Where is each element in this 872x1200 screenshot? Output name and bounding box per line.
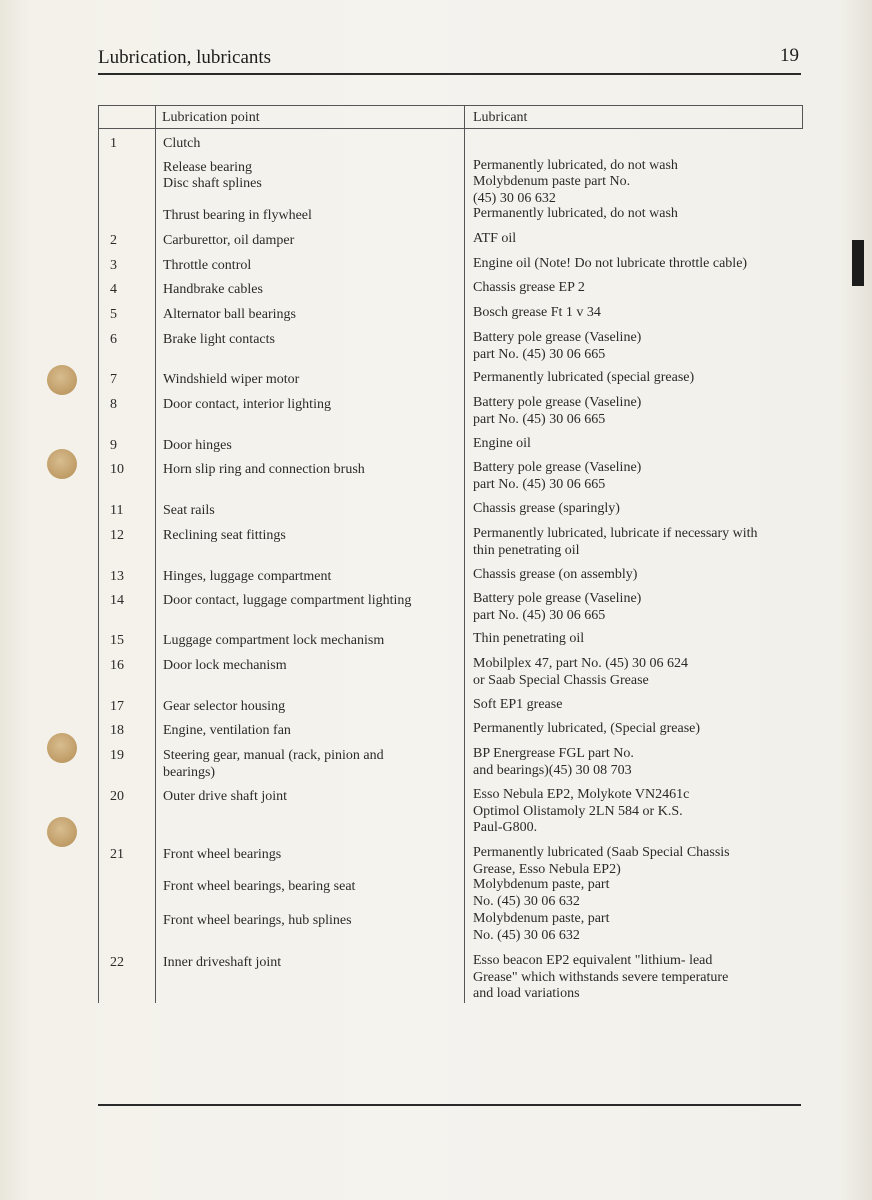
lubricant: and load variations [473, 986, 580, 1001]
lubricant: Battery pole grease (Vaseline) [473, 330, 642, 345]
lubrication-point: bearings) [163, 764, 216, 780]
punch-hole [47, 733, 77, 763]
row-number: 14 [110, 593, 124, 608]
lubricant: Battery pole grease (Vaseline) [473, 460, 642, 475]
lubricant: Permanently lubricated (special grease) [473, 370, 695, 385]
table-top-border [98, 105, 803, 106]
row-number: 9 [110, 438, 117, 453]
lubrication-point: Luggage compartment lock mechanism [163, 633, 385, 648]
header-rule [98, 73, 801, 75]
lubrication-point: Gear selector housing [163, 699, 286, 714]
footer-rule [98, 1104, 801, 1106]
lubricant: part No. (45) 30 06 665 [473, 607, 606, 623]
lubricant: Grease, Esso Nebula EP2) [473, 861, 621, 877]
row-number: 7 [110, 372, 117, 387]
lubrication-point: Reclining seat fittings [163, 528, 286, 543]
lubricant: Permanently lubricated, (Special grease) [473, 721, 701, 736]
punch-hole [47, 449, 77, 479]
lubricant: Molybdenum paste part No. [473, 174, 631, 189]
row-number: 1 [110, 136, 117, 151]
row-number: 15 [110, 633, 124, 648]
column-divider [155, 105, 156, 1003]
lubrication-point: Front wheel bearings [163, 847, 282, 862]
lubrication-point: Disc shaft splines [163, 176, 262, 191]
lubricant: Battery pole grease (Vaseline) [473, 591, 642, 606]
row-number: 21 [110, 847, 124, 862]
table-left-border [98, 105, 99, 1003]
row-number: 2 [110, 233, 117, 248]
lubrication-point: Thrust bearing in flywheel [163, 208, 312, 223]
punch-hole [47, 817, 77, 847]
lubricant: ATF oil [473, 231, 517, 246]
row-number: 6 [110, 332, 117, 347]
column-header-point: Lubrication point [162, 110, 260, 125]
lubricant: Esso beacon EP2 equivalent "lithium- lead [473, 953, 713, 968]
row-number: 4 [110, 282, 117, 297]
lubrication-point: Front wheel bearings, hub splines [163, 913, 352, 928]
row-number: 17 [110, 699, 124, 714]
row-number: 8 [110, 397, 117, 412]
lubricant: Thin penetrating oil [473, 631, 585, 646]
row-number: 10 [110, 462, 124, 477]
row-number: 11 [110, 503, 124, 518]
row-number: 5 [110, 307, 117, 322]
lubricant: Paul-G800. [473, 820, 538, 835]
lubrication-point: Hinges, luggage compartment [163, 569, 332, 584]
page-number: 19 [780, 45, 799, 66]
row-number: 3 [110, 258, 117, 273]
lubricant: Permanently lubricated (Saab Special Chassis [473, 845, 730, 860]
lubrication-point: Horn slip ring and connection brush [163, 462, 365, 477]
lubrication-point: Front wheel bearings, bearing seat [163, 879, 356, 894]
lubricant: Molybdenum paste, part [473, 911, 610, 926]
lubricant: Permanently lubricated, do not wash [473, 206, 678, 221]
lubrication-point: Door contact, interior lighting [163, 397, 331, 412]
lubrication-point: Steering gear, manual (rack, pinion and [163, 748, 384, 763]
lubricant: Chassis grease (sparingly) [473, 501, 620, 516]
lubrication-point: Windshield wiper motor [163, 372, 300, 387]
lubricant: Soft EP1 grease [473, 697, 563, 712]
lubricant: Permanently lubricated, lubricate if necessary with [473, 526, 758, 541]
column-divider [464, 105, 465, 1003]
column-header-lubricant: Lubricant [473, 110, 528, 125]
lubricant: part No. (45) 30 06 665 [473, 346, 606, 362]
lubricant: part No. (45) 30 06 665 [473, 411, 606, 427]
lubrication-point: Alternator ball bearings [163, 307, 296, 322]
lubrication-point: Release bearing [163, 160, 253, 175]
lubricant: No. (45) 30 06 632 [473, 893, 580, 909]
lubricant: BP Energrease FGL part No. [473, 746, 634, 761]
lubrication-point: Door contact, luggage compartment lighting [163, 593, 412, 608]
lubricant: Molybdenum paste, part [473, 877, 610, 892]
lubricant: (45) 30 06 632 [473, 190, 556, 206]
table-right-border [802, 105, 803, 128]
lubricant: or Saab Special Chassis Grease [473, 672, 649, 688]
lubricant: Engine oil (Note! Do not lubricate throttle cable) [473, 256, 748, 271]
lubrication-point: Inner driveshaft joint [163, 955, 282, 970]
row-number: 16 [110, 658, 124, 673]
lubricant: Esso Nebula EP2, Molykote VN2461c [473, 787, 690, 802]
lubricant: Optimol Olistamoly 2LN 584 or K.S. [473, 803, 683, 819]
lubricant: part No. (45) 30 06 665 [473, 476, 606, 492]
row-number: 13 [110, 569, 124, 584]
lubrication-point: Door lock mechanism [163, 658, 287, 673]
lubrication-point: Clutch [163, 136, 201, 151]
lubrication-point: Outer drive shaft joint [163, 789, 288, 804]
row-number: 19 [110, 748, 124, 763]
lubricant: Engine oil [473, 436, 531, 451]
row-number: 18 [110, 723, 124, 738]
lubrication-point: Handbrake cables [163, 282, 263, 297]
lubrication-point: Brake light contacts [163, 332, 275, 347]
row-number: 20 [110, 789, 124, 804]
lubrication-point: Carburettor, oil damper [163, 233, 295, 248]
lubricant: thin penetrating oil [473, 542, 580, 558]
lubricant: Chassis grease EP 2 [473, 280, 585, 295]
lubricant: and bearings)(45) 30 08 703 [473, 762, 632, 778]
lubrication-point: Throttle control [163, 258, 252, 273]
lubricant: Bosch grease Ft 1 v 34 [473, 305, 601, 320]
lubrication-point: Engine, ventilation fan [163, 723, 291, 738]
row-number: 12 [110, 528, 124, 543]
lubricant: No. (45) 30 06 632 [473, 927, 580, 943]
lubricant: Grease" which withstands severe temperature [473, 969, 729, 985]
lubricant: Battery pole grease (Vaseline) [473, 395, 642, 410]
lubricant: Mobilplex 47, part No. (45) 30 06 624 [473, 656, 689, 671]
punch-hole [47, 365, 77, 395]
index-tab-marker [852, 240, 864, 286]
lubrication-point: Seat rails [163, 503, 215, 518]
row-number: 22 [110, 955, 124, 970]
lubrication-point: Door hinges [163, 438, 232, 453]
lubricant: Chassis grease (on assembly) [473, 567, 638, 582]
lubricant: Permanently lubricated, do not wash [473, 158, 678, 173]
page-title: Lubrication, lubricants [98, 47, 272, 68]
table-header-border [98, 128, 803, 129]
